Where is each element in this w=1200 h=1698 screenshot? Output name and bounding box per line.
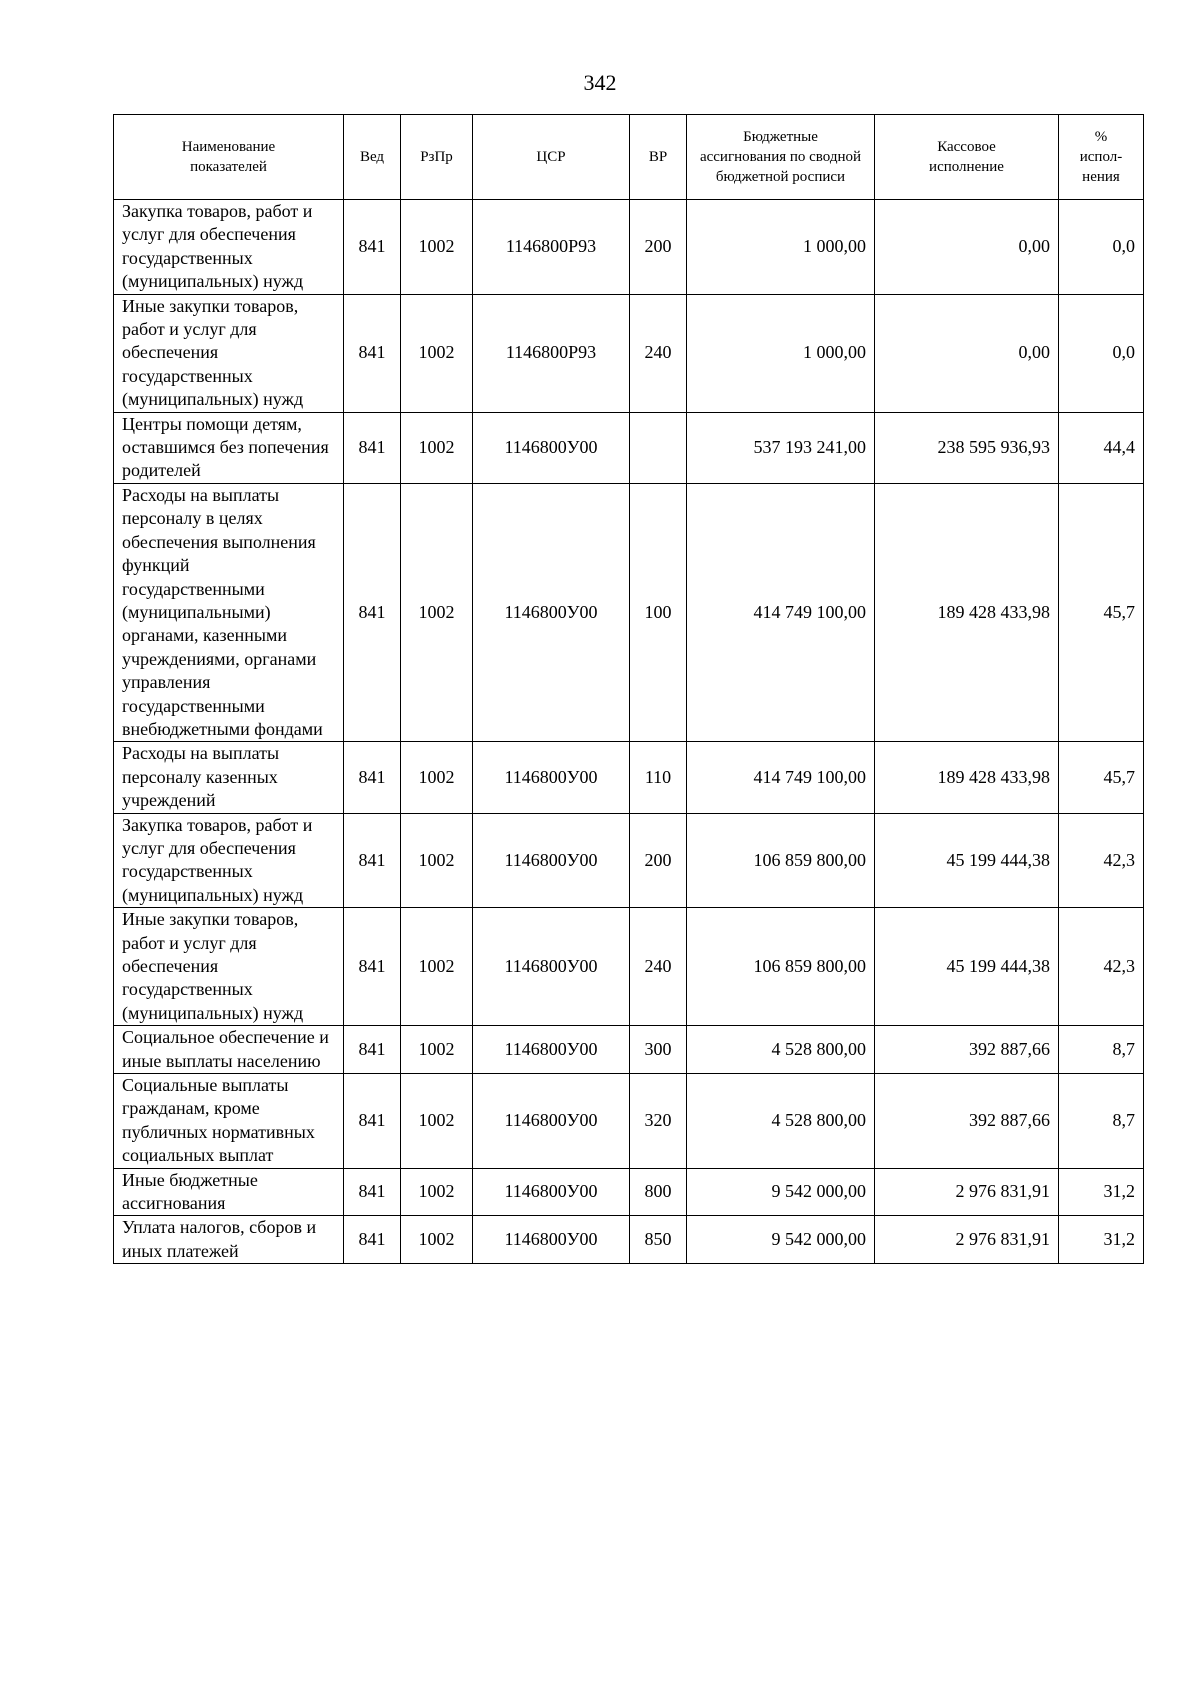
- cell-assigned: 9 542 000,00: [687, 1168, 875, 1216]
- cell-vr: 800: [630, 1168, 687, 1216]
- cell-assigned: 106 859 800,00: [687, 908, 875, 1026]
- cell-csr: 1146800У00: [473, 1074, 630, 1169]
- cell-percent: 8,7: [1059, 1074, 1144, 1169]
- cell-percent: 44,4: [1059, 412, 1144, 483]
- cell-name: Иные закупки товаров, работ и услуг для обеспечения государственных (муниципальных) нужд: [114, 294, 344, 412]
- cell-assigned: 4 528 800,00: [687, 1026, 875, 1074]
- table-header-row: [114, 115, 1144, 200]
- header-assigned: Бюджетные ассигнования по сводной бюджетной росписи: [687, 115, 875, 200]
- table-row: [114, 200, 1144, 295]
- cell-vr: 200: [630, 813, 687, 908]
- cell-name: Расходы на выплаты персоналу в целях обеспечения выполнения функций государственными (муниципальными) органами, казенными учреждениями, органами управления государственными внебюджетными фондами: [114, 483, 344, 741]
- table-row: [114, 1074, 1144, 1169]
- cell-name: Закупка товаров, работ и услуг для обеспечения государственных (муниципальных) нужд: [114, 200, 344, 295]
- cell-executed: 45 199 444,38: [875, 908, 1059, 1026]
- table-row: [114, 1026, 1144, 1074]
- cell-vr: 850: [630, 1216, 687, 1264]
- cell-percent: 31,2: [1059, 1168, 1144, 1216]
- table-row: [114, 908, 1144, 1026]
- cell-rzpr: 1002: [401, 412, 473, 483]
- cell-assigned: 414 749 100,00: [687, 483, 875, 741]
- header-percent: % испол-нения: [1059, 115, 1144, 200]
- cell-percent: 0,0: [1059, 294, 1144, 412]
- cell-vr: 200: [630, 200, 687, 295]
- cell-vr: 110: [630, 742, 687, 813]
- cell-ved: 841: [344, 483, 401, 741]
- cell-name: Иные бюджетные ассигнования: [114, 1168, 344, 1216]
- cell-csr: 1146800У00: [473, 1026, 630, 1074]
- cell-name: Центры помощи детям, оставшимся без попечения родителей: [114, 412, 344, 483]
- cell-csr: 1146800У00: [473, 412, 630, 483]
- cell-csr: 1146800Р93: [473, 200, 630, 295]
- cell-ved: 841: [344, 200, 401, 295]
- cell-assigned: 414 749 100,00: [687, 742, 875, 813]
- cell-percent: 8,7: [1059, 1026, 1144, 1074]
- cell-percent: 45,7: [1059, 742, 1144, 813]
- header-vr: ВР: [630, 115, 687, 200]
- cell-assigned: 4 528 800,00: [687, 1074, 875, 1169]
- cell-assigned: 1 000,00: [687, 200, 875, 295]
- cell-ved: 841: [344, 1216, 401, 1264]
- cell-assigned: 9 542 000,00: [687, 1216, 875, 1264]
- cell-vr: 300: [630, 1026, 687, 1074]
- cell-percent: 31,2: [1059, 1216, 1144, 1264]
- table-row: [114, 412, 1144, 483]
- cell-csr: 1146800У00: [473, 813, 630, 908]
- cell-name: Социальное обеспечение и иные выплаты населению: [114, 1026, 344, 1074]
- cell-vr: 240: [630, 908, 687, 1026]
- cell-rzpr: 1002: [401, 1026, 473, 1074]
- cell-executed: 392 887,66: [875, 1074, 1059, 1169]
- header-executed: Кассовое исполнение: [875, 115, 1059, 200]
- cell-rzpr: 1002: [401, 1168, 473, 1216]
- table-row: [114, 294, 1144, 412]
- cell-vr: 240: [630, 294, 687, 412]
- header-name: Наименование показателей: [114, 115, 344, 200]
- page-number: 342: [583, 70, 617, 95]
- cell-csr: 1146800У00: [473, 742, 630, 813]
- cell-ved: 841: [344, 1074, 401, 1169]
- cell-assigned: 106 859 800,00: [687, 813, 875, 908]
- cell-ved: 841: [344, 1026, 401, 1074]
- cell-rzpr: 1002: [401, 294, 473, 412]
- cell-rzpr: 1002: [401, 1074, 473, 1169]
- cell-name: Социальные выплаты гражданам, кроме публичных нормативных социальных выплат: [114, 1074, 344, 1169]
- cell-name: Закупка товаров, работ и услуг для обеспечения государственных (муниципальных) нужд: [114, 813, 344, 908]
- cell-csr: 1146800У00: [473, 1168, 630, 1216]
- cell-vr: 320: [630, 1074, 687, 1169]
- cell-ved: 841: [344, 1168, 401, 1216]
- cell-ved: 841: [344, 412, 401, 483]
- cell-rzpr: 1002: [401, 1216, 473, 1264]
- cell-percent: 0,0: [1059, 200, 1144, 295]
- cell-rzpr: 1002: [401, 483, 473, 741]
- cell-rzpr: 1002: [401, 908, 473, 1026]
- cell-percent: 45,7: [1059, 483, 1144, 741]
- header-rzpr: РзПр: [401, 115, 473, 200]
- cell-executed: 2 976 831,91: [875, 1216, 1059, 1264]
- cell-vr: 100: [630, 483, 687, 741]
- table-row: [114, 1216, 1144, 1264]
- cell-executed: 189 428 433,98: [875, 483, 1059, 741]
- cell-executed: 238 595 936,93: [875, 412, 1059, 483]
- cell-csr: 1146800Р93: [473, 294, 630, 412]
- table-row: [114, 1168, 1144, 1216]
- budget-execution-table: [113, 114, 1144, 1264]
- cell-executed: 392 887,66: [875, 1026, 1059, 1074]
- cell-rzpr: 1002: [401, 200, 473, 295]
- cell-rzpr: 1002: [401, 742, 473, 813]
- table-row: [114, 483, 1144, 741]
- cell-csr: 1146800У00: [473, 1216, 630, 1264]
- cell-csr: 1146800У00: [473, 483, 630, 741]
- cell-executed: 2 976 831,91: [875, 1168, 1059, 1216]
- table-body: [114, 200, 1144, 1264]
- cell-assigned: 1 000,00: [687, 294, 875, 412]
- cell-ved: 841: [344, 742, 401, 813]
- cell-ved: 841: [344, 813, 401, 908]
- cell-name: Расходы на выплаты персоналу казенных учреждений: [114, 742, 344, 813]
- cell-rzpr: 1002: [401, 813, 473, 908]
- cell-vr: [630, 412, 687, 483]
- cell-ved: 841: [344, 908, 401, 1026]
- cell-executed: 0,00: [875, 294, 1059, 412]
- cell-percent: 42,3: [1059, 908, 1144, 1026]
- table-row: [114, 742, 1144, 813]
- cell-assigned: 537 193 241,00: [687, 412, 875, 483]
- cell-csr: 1146800У00: [473, 908, 630, 1026]
- cell-executed: 0,00: [875, 200, 1059, 295]
- cell-executed: 189 428 433,98: [875, 742, 1059, 813]
- header-ved: Вед: [344, 115, 401, 200]
- cell-name: Уплата налогов, сборов и иных платежей: [114, 1216, 344, 1264]
- cell-percent: 42,3: [1059, 813, 1144, 908]
- cell-name: Иные закупки товаров, работ и услуг для обеспечения государственных (муниципальных) нужд: [114, 908, 344, 1026]
- header-csr: ЦСР: [473, 115, 630, 200]
- table-row: [114, 813, 1144, 908]
- cell-ved: 841: [344, 294, 401, 412]
- cell-executed: 45 199 444,38: [875, 813, 1059, 908]
